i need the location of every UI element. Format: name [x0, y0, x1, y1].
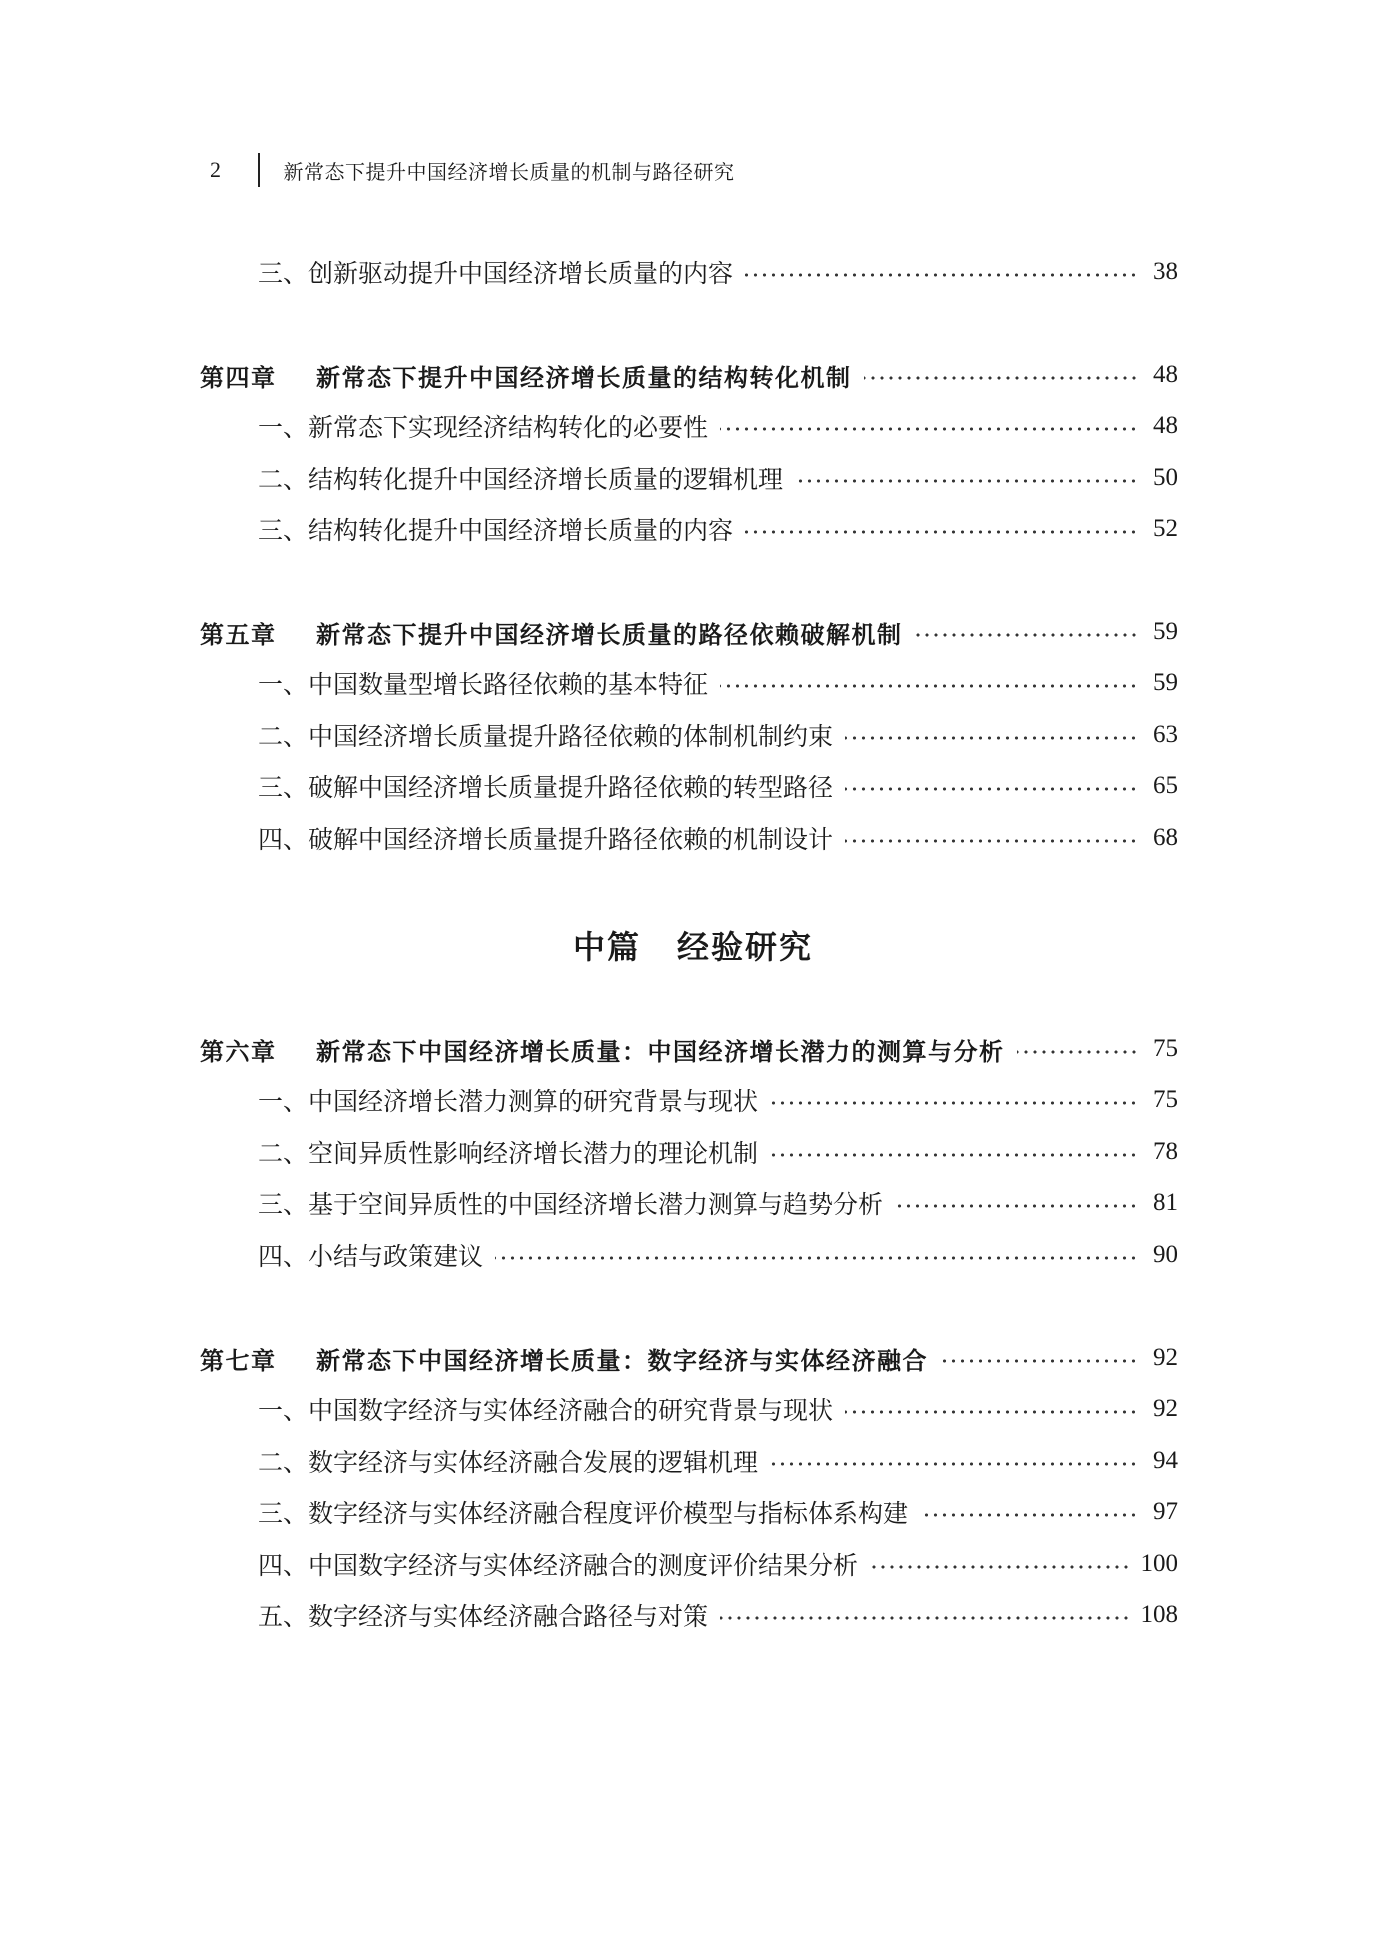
toc-entry-title: 一、新常态下实现经济结构转化的必要性	[258, 413, 709, 442]
toc-entry-title: 四、破解中国经济增长质量提升路径依赖的机制设计	[258, 825, 834, 854]
toc-entry[interactable]	[200, 1492, 1178, 1532]
dot-leader	[795, 478, 1138, 484]
toc-entry-page: 78	[1153, 1138, 1178, 1165]
toc-entry-title: 二、中国经济增长质量提升路径依赖的体制机制约束	[258, 722, 834, 751]
page-number: 2	[210, 157, 221, 182]
dot-leader	[720, 683, 1138, 689]
toc-chapter[interactable]	[200, 1338, 1178, 1378]
toc-entry-title: 二、结构转化提升中国经济增长质量的逻辑机理	[258, 465, 784, 494]
dot-leader	[770, 1100, 1138, 1106]
toc-entry-page: 59	[1153, 669, 1178, 696]
toc-entry-page: 97	[1153, 1498, 1178, 1525]
toc-entry-title: 三、数字经济与实体经济融合程度评价模型与指标体系构建	[258, 1499, 909, 1528]
toc-entry-page: 59	[1153, 618, 1178, 645]
dot-leader	[720, 426, 1138, 432]
toc-entry-title: 二、空间异质性影响经济增长潜力的理论机制	[258, 1139, 759, 1168]
chapter-label: 第五章	[200, 620, 277, 649]
toc-entry[interactable]	[200, 1389, 1178, 1429]
toc-chapter[interactable]	[200, 355, 1178, 395]
chapter-label: 第四章	[200, 363, 277, 392]
toc-entry-page: 108	[1140, 1601, 1178, 1628]
toc-entry-page: 68	[1153, 824, 1178, 851]
toc-entry-title: 三、基于空间异质性的中国经济增长潜力测算与趋势分析	[258, 1190, 884, 1219]
dot-leader	[915, 632, 1139, 638]
toc-chapter[interactable]	[200, 612, 1178, 652]
toc-entry-title: 四、中国数字经济与实体经济融合的测度评价结果分析	[258, 1551, 859, 1580]
toc-entry[interactable]	[200, 1595, 1178, 1635]
toc-entry-title: 一、中国数字经济与实体经济融合的研究背景与现状	[258, 1396, 834, 1425]
toc-entry-page: 75	[1153, 1086, 1178, 1113]
header-divider	[258, 153, 260, 187]
toc-chapter[interactable]	[200, 1029, 1178, 1069]
toc-entry-page: 81	[1153, 1189, 1178, 1216]
part-heading	[0, 922, 1386, 968]
toc-entry[interactable]	[200, 818, 1178, 858]
dot-leader	[495, 1255, 1138, 1261]
toc-entry[interactable]	[200, 1441, 1178, 1481]
toc-entry[interactable]	[200, 1235, 1178, 1275]
dot-leader	[845, 838, 1138, 844]
toc-entry-page: 48	[1153, 412, 1178, 439]
toc-entry-page: 65	[1153, 772, 1178, 799]
toc-entry-page: 90	[1153, 1241, 1178, 1268]
toc-entry-page: 92	[1153, 1344, 1178, 1371]
toc-entry-title: 三、结构转化提升中国经济增长质量的内容	[258, 516, 734, 545]
toc-entry[interactable]	[200, 1080, 1178, 1120]
dot-leader	[864, 375, 1139, 381]
part-label: 中篇	[572, 928, 641, 966]
toc-entry[interactable]	[200, 1544, 1178, 1584]
dot-leader	[870, 1564, 1130, 1570]
toc-entry-title: 四、小结与政策建议	[258, 1242, 484, 1271]
chapter-label: 第六章	[200, 1037, 277, 1066]
toc-entry[interactable]	[200, 1183, 1178, 1223]
toc-entry-page: 75	[1153, 1035, 1178, 1062]
toc-entry-page: 100	[1140, 1550, 1178, 1577]
chapter-title: 新常态下中国经济增长质量：数字经济与实体经济融合	[316, 1346, 928, 1375]
toc-entry-title: 三、破解中国经济增长质量提升路径依赖的转型路径	[258, 773, 834, 802]
toc-entry[interactable]	[200, 252, 1178, 292]
dot-leader	[845, 735, 1138, 741]
toc-entry-page: 48	[1153, 361, 1178, 388]
dot-leader	[720, 1615, 1130, 1621]
toc-entry-page: 94	[1153, 1447, 1178, 1474]
dot-leader	[845, 1409, 1138, 1415]
toc-entry-page: 38	[1153, 258, 1178, 285]
chapter-title: 新常态下提升中国经济增长质量的结构转化机制	[316, 363, 852, 392]
toc-entry-title: 五、数字经济与实体经济融合路径与对策	[258, 1602, 709, 1631]
dot-leader	[1017, 1049, 1139, 1055]
toc-entry-title: 三、创新驱动提升中国经济增长质量的内容	[258, 259, 734, 288]
part-title: 经验研究	[677, 928, 814, 966]
running-head	[210, 150, 735, 190]
dot-leader	[770, 1152, 1138, 1158]
dot-leader	[770, 1461, 1138, 1467]
dot-leader	[940, 1358, 1138, 1364]
dot-leader	[745, 272, 1138, 278]
toc-entry-page: 63	[1153, 721, 1178, 748]
toc-entry[interactable]	[200, 766, 1178, 806]
chapter-label: 第七章	[200, 1346, 277, 1375]
chapter-title: 新常态下提升中国经济增长质量的路径依赖破解机制	[316, 620, 903, 649]
book-title: 新常态下提升中国经济增长质量的机制与路径研究	[283, 159, 735, 184]
toc-entry-title: 一、中国经济增长潜力测算的研究背景与现状	[258, 1087, 759, 1116]
toc-entry-page: 52	[1153, 515, 1178, 542]
dot-leader	[745, 529, 1138, 535]
chapter-title: 新常态下中国经济增长质量：中国经济增长潜力的测算与分析	[316, 1037, 1005, 1066]
toc-entry-title: 一、中国数量型增长路径依赖的基本特征	[258, 670, 709, 699]
toc-entry[interactable]	[200, 715, 1178, 755]
toc-entry[interactable]	[200, 406, 1178, 446]
toc-entry[interactable]	[200, 509, 1178, 549]
toc-entry[interactable]	[200, 458, 1178, 498]
toc-entry-page: 92	[1153, 1395, 1178, 1422]
toc-entry-page: 50	[1153, 464, 1178, 491]
toc-entry[interactable]	[200, 1132, 1178, 1172]
dot-leader	[920, 1512, 1138, 1518]
dot-leader	[895, 1203, 1138, 1209]
toc-entry[interactable]	[200, 663, 1178, 703]
dot-leader	[845, 786, 1138, 792]
toc-entry-title: 二、数字经济与实体经济融合发展的逻辑机理	[258, 1448, 759, 1477]
